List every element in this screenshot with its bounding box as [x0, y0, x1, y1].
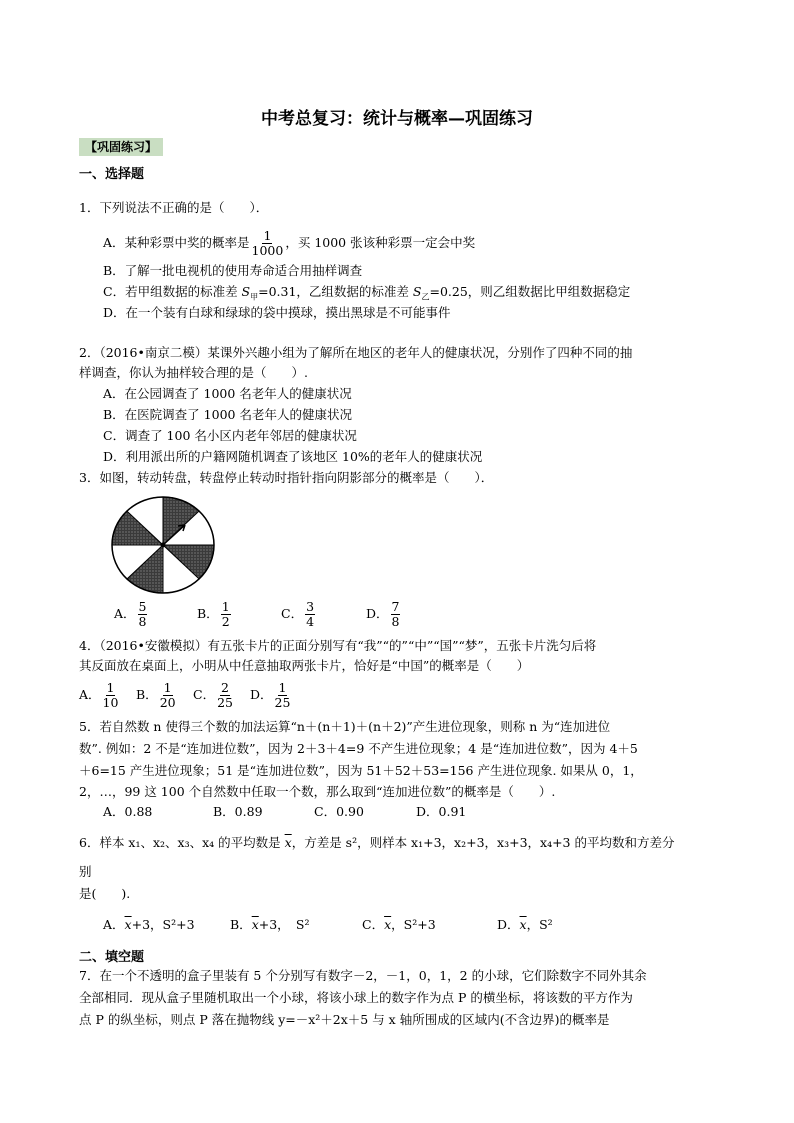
- fraction-numerator: 3: [306, 599, 315, 614]
- option-text: ，S²+3: [391, 917, 436, 932]
- q1-option-c: [103, 283, 630, 307]
- q6-stem-tail: ，方差是 s²，则样本 x₁+3，x₂+3，x₃+3，x₄+3 的平均数和方差分: [291, 835, 675, 850]
- section-heading-choice: 一、选择题: [79, 167, 145, 182]
- option-label: A．: [79, 687, 101, 702]
- q1-stem: 1．下列说法不正确的是（ ）．: [79, 200, 269, 215]
- q6-option-a: [103, 916, 195, 934]
- fraction-denominator: 25: [217, 695, 233, 710]
- q4-option-c: [193, 677, 235, 713]
- fraction-numerator: 1: [106, 680, 115, 695]
- fraction-numerator: 1: [221, 599, 230, 614]
- option-label: D．: [366, 606, 389, 621]
- q3-option-a: [114, 596, 149, 632]
- q2-option-c: C．调查了 100 名小区内老年邻居的健康状况: [103, 428, 357, 443]
- mean-symbol: $\overline{x}$: [384, 917, 392, 932]
- std-symbol: S: [412, 284, 422, 299]
- q1-option-a-text: A．某种彩票中奖的概率是: [103, 235, 250, 250]
- q1-option-a: [103, 229, 475, 258]
- option-label: C．: [362, 917, 385, 932]
- q5-option-a: A．0.88: [103, 804, 153, 819]
- q6-option-d: [497, 916, 553, 934]
- section-badge: 【巩固练习】: [79, 138, 163, 156]
- q1-option-a-tail: ，买 1000 张该种彩票一定会中奖: [285, 235, 476, 250]
- fraction-denominator: 25: [274, 695, 291, 710]
- mean-symbol: $\overline{x}$: [519, 917, 527, 932]
- section-heading-fill: 二、填空题: [79, 950, 145, 965]
- q5-stem-line1: 5．若自然数 n 使得三个数的加法运算“n＋(n＋1)＋(n＋2)”产生进位现象，则称 n 为“连加进位: [79, 719, 611, 734]
- option-label: A．: [103, 917, 125, 932]
- q4-stem-line1: 4．（2016•安徽模拟）有五张卡片的正面分别写有“我”“的”“中”“国”“梦”，五张卡片洗匀后将: [79, 638, 597, 653]
- q1-option-c-mid: =0.31，乙组数据的标准差: [258, 284, 413, 299]
- q1-option-d: D．在一个装有白球和绿球的袋中摸球，摸出黑球是不可能事件: [103, 305, 451, 320]
- fraction-denominator: 1000: [251, 243, 284, 258]
- q5-stem-line2: 数”. 例如：2 不是“连加进位数”，因为 2＋3＋4=9 不产生进位现象；4 是“连加进位数”，因为 4＋5: [79, 741, 638, 756]
- option-fraction: [217, 681, 233, 710]
- q5-option-b: B．0.89: [213, 804, 263, 819]
- q2-option-b: B．在医院调查了 1000 名老年人的健康状况: [103, 407, 352, 422]
- option-label: B．: [136, 687, 158, 702]
- fraction-numerator: 1: [263, 228, 272, 243]
- option-label: D．: [250, 687, 273, 702]
- fraction-denominator: 8: [391, 614, 400, 629]
- fraction-denominator: 8: [138, 614, 147, 629]
- option-fraction: [138, 600, 148, 629]
- fraction-denominator: 20: [159, 695, 176, 710]
- fraction-numerator: 2: [221, 680, 229, 695]
- option-label: A．: [114, 606, 136, 621]
- q6-stem-line1: [79, 834, 674, 852]
- q1-option-b: B．了解一批电视机的使用寿命适合用抽样调查: [103, 263, 363, 278]
- q1-option-c-tail: =0.25，则乙组数据比甲组数据稳定: [429, 284, 631, 299]
- q3-option-c: [281, 596, 317, 632]
- option-label: B．: [197, 606, 219, 621]
- option-label: C．: [193, 687, 216, 702]
- option-label: C．: [281, 606, 304, 621]
- q6-stem-line2: 别: [79, 864, 92, 879]
- std-subscript: 乙: [421, 292, 430, 302]
- spinner-hub: [161, 543, 166, 548]
- q5-stem-line3: ＋6=15 产生进位现象；51 是“连加进位数”，因为 51＋52＋53=156 产生进位现象. 如果从 0，1，: [79, 763, 643, 778]
- q3-option-b: [197, 596, 233, 632]
- q6-option-b: [230, 916, 310, 934]
- option-fraction: [275, 681, 291, 710]
- q2-option-d: D．利用派出所的户籍网随机调查了该地区 10%的老年人的健康状况: [103, 449, 483, 464]
- q4-option-d: [250, 677, 292, 713]
- q4-option-b: [136, 677, 178, 713]
- mean-symbol: $\overline{x}$: [251, 917, 259, 932]
- q5-stem-line4: 2，…，99 这 100 个自然数中任取一个数，那么取到“连加进位数”的概率是（ ）.: [79, 784, 556, 799]
- q7-stem-line1: 7．在一个不透明的盒子里装有 5 个分别写有数字－2，－1，0，1，2 的小球，它们除数字不同外其余: [79, 968, 647, 983]
- q2-stem-line2: 样调查，你认为抽样较合理的是（ ）.: [79, 365, 308, 380]
- mean-symbol: $\overline{x}$: [284, 835, 292, 850]
- q6-option-c: [362, 916, 436, 934]
- option-fraction: [160, 681, 176, 710]
- option-fraction: [221, 600, 231, 629]
- q1-option-c-text: C．若甲组数据的标准差: [103, 284, 242, 299]
- option-fraction: [103, 681, 119, 710]
- fraction-denominator: 10: [102, 695, 119, 710]
- fraction-denominator: 4: [306, 614, 315, 629]
- q2-option-a: A．在公园调查了 1000 名老年人的健康状况: [103, 386, 352, 401]
- q4-option-a: [79, 677, 120, 713]
- spinner-wheel-figure: [110, 495, 216, 595]
- mean-symbol: $\overline{x}$: [124, 917, 132, 932]
- q6-stem-text: 6．样本 x₁、x₂、x₃、x₄ 的平均数是: [79, 835, 285, 850]
- option-text: ，S²: [526, 917, 553, 932]
- q1-option-a-fraction: [252, 229, 284, 258]
- std-symbol: S: [241, 284, 251, 299]
- fraction-numerator: 7: [391, 599, 400, 614]
- fraction-numerator: 1: [278, 680, 287, 695]
- q3-stem: 3．如图，转动转盘，转盘停止转动时指针指向阴影部分的概率是（ ）．: [79, 470, 494, 485]
- fraction-numerator: 5: [138, 599, 147, 614]
- option-label: D．: [497, 917, 520, 932]
- option-fraction: [305, 600, 315, 629]
- q2-stem-line1: 2．（2016•南京二模）某课外兴趣小组为了解所在地区的老年人的健康状况，分别作了四种不同的抽: [79, 345, 633, 360]
- q7-stem-line2: 全部相同．现从盒子里随机取出一个小球，将该小球上的数字作为点 P 的横坐标，将该数的平方作为: [79, 990, 633, 1005]
- q7-stem-line3: 点 P 的纵坐标，则点 P 落在抛物线 y=－x²＋2x＋5 与 x 轴所围成的区域内(不含边界)的概率是: [79, 1012, 610, 1027]
- option-text: +3， S²: [258, 917, 310, 932]
- fraction-numerator: 1: [163, 680, 172, 695]
- q5-option-c: C．0.90: [314, 804, 364, 819]
- option-text: +3，S²+3: [131, 917, 195, 932]
- fraction-denominator: 2: [221, 614, 230, 629]
- q6-stem-line3: 是( ).: [79, 886, 131, 901]
- q4-stem-line2: 其反面放在桌面上，小明从中任意抽取两张卡片，恰好是“中国”的概率是（ ）: [79, 658, 530, 673]
- std-subscript: 甲: [250, 292, 259, 302]
- page-title: 中考总复习：统计与概率—巩固练习: [261, 109, 533, 129]
- option-label: B．: [230, 917, 252, 932]
- q5-option-d: D．0.91: [416, 804, 467, 819]
- q3-option-d: [366, 596, 402, 632]
- option-fraction: [391, 600, 401, 629]
